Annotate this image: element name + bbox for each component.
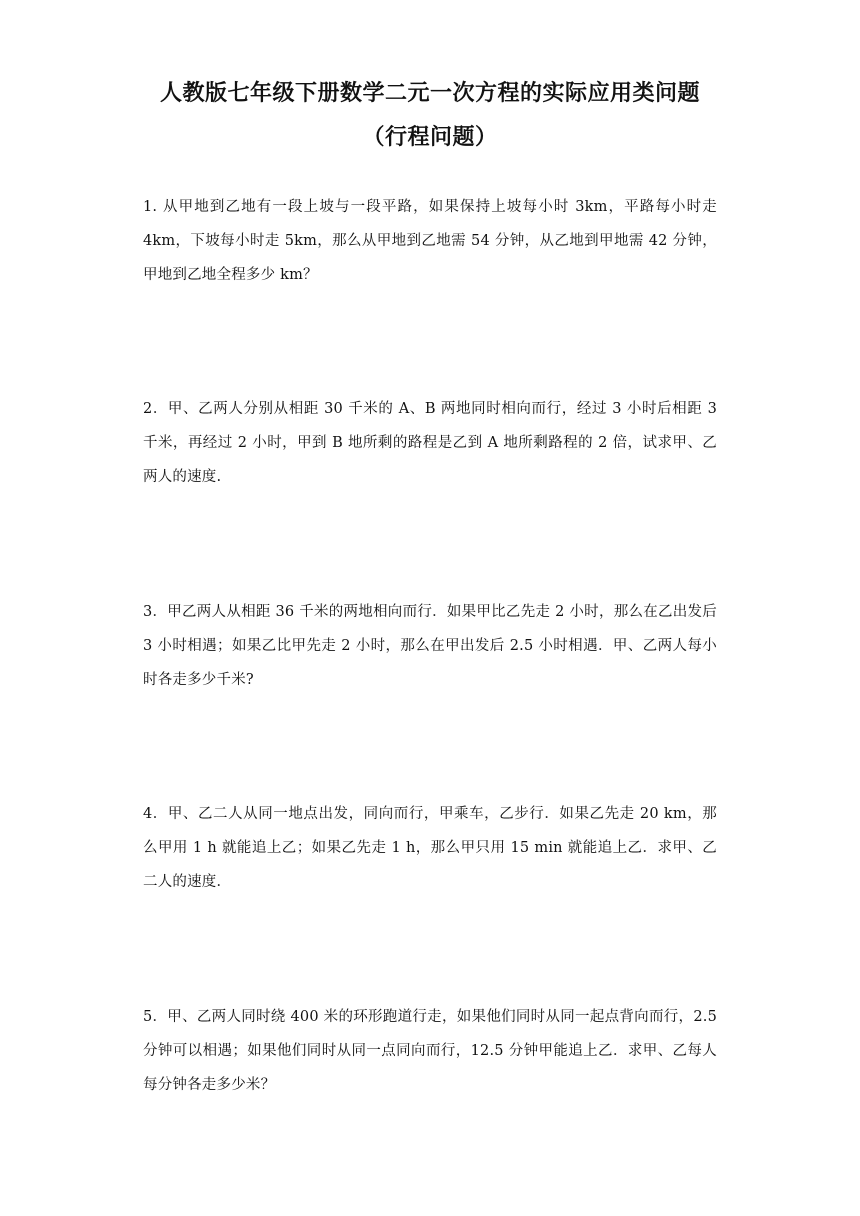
problem-5: 5．甲、乙两人同时绕 400 米的环形跑道行走，如果他们同时从同一起点背向而行，2.5 分钟可以相遇；如果他们同时从同一点同向而行，12.5 分钟甲能追上乙．求甲、乙每人每分钟各走多少米？ [143,1009,717,1093]
problem-4: 4．甲、乙二人从同一地点出发，同向而行，甲乘车，乙步行．如果乙先走 20 km，那么甲用 1 h 就能追上乙；如果乙先走 1 h，那么甲只用 15 min 就能追上乙．求甲、乙二人的速度． [143,806,717,890]
problem-2: 2．甲、乙两人分别从相距 30 千米的 A、B 两地同时相向而行，经过 3 小时后相距 3 千米，再经过 2 小时，甲到 B 地所剩的路程是乙到 A 地所剩路程的 2 倍，试求甲、乙两人的速度. [143,401,717,485]
document-title: 人教版七年级下册数学二元一次方程的实际应用类问题（行程问题） [159,81,700,150]
problem-1: 1. 从甲地到乙地有一段上坡与一段平路，如果保持上坡每小时 3km，平路每小时走 4km，下坡每小时走 5km，那么从甲地到乙地需 54 分钟，从乙地到甲地需 42 分钟，甲地到乙地全程多少 km？ [143,199,717,283]
problem-3: 3．甲乙两人从相距 36 千米的两地相向而行．如果甲比乙先走 2 小时，那么在乙出发后 3 小时相遇；如果乙比甲先走 2 小时，那么在甲出发后 2.5 小时相遇．甲、乙两人每小时各走多少千米? [143,604,717,688]
